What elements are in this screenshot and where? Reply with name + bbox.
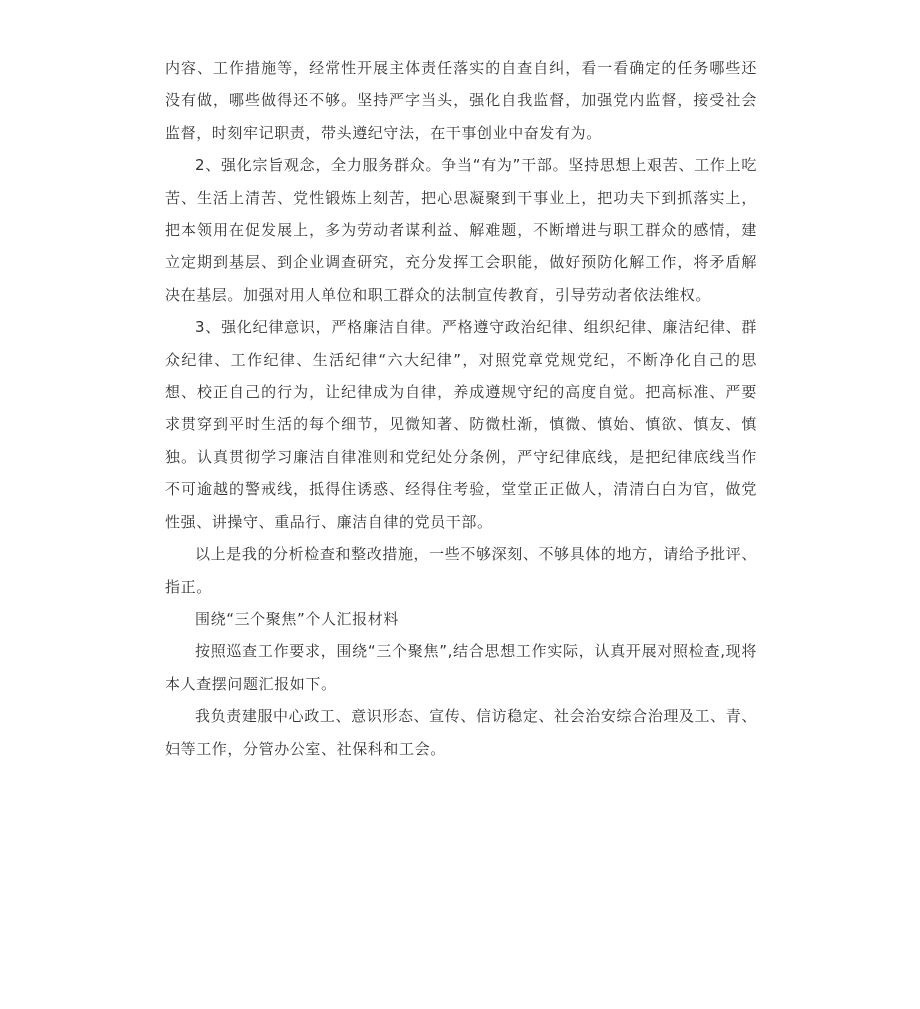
document-body bbox=[165, 52, 757, 765]
paragraph-intro: 按照巡查工作要求，围绕“三个聚焦”,结合思想工作实际，认真开展对照检查,现将本人查摆问题汇报如下。 bbox=[165, 642, 757, 693]
paragraph-item-3: 3、强化纪律意识，严格廉洁自律。严格遵守政治纪律、组织纪律、廉洁纪律、群众纪律、工作纪律、生活纪律“六大纪律”，对照党章党规党纪，不断净化自己的思想、校正自己的行为，让纪律成为自律，养成遵规守纪的高度自觉。把高标准、严要求贯穿到平时生活的每个细节，见微知著、防微杜渐，慎微、慎始、慎欲、慎友、慎独。认真贯彻学习廉洁自律准则和党纪处分条例，严守纪律底线，是把纪律底线当作不可逾越的警戒线，抵得住诱惑、经得住考验，堂堂正正做人，清清白白为官，做党性强、讲操守、重品行、廉洁自律的党员干部。 bbox=[165, 318, 757, 531]
paragraph-item-2: 2、强化宗旨观念，全力服务群众。争当“有为”干部。坚持思想上艰苦、工作上吃苦、生活上清苦、党性锻炼上刻苦，把心思凝聚到干事业上，把功夫下到抓落实上，把本领用在促发展上，多为劳动者谋利益、解难题，不断增进与职工群众的感情，建立定期到基层、到企业调查研究，充分发挥工会职能，做好预防化解工作，将矛盾解决在基层。加强对用人单位和职工群众的法制宣传教育，引导劳动者依法维权。 bbox=[165, 156, 757, 304]
section-title: 围绕“三个聚焦”个人汇报材料 bbox=[195, 609, 399, 628]
paragraph-continuation: 内容、工作措施等，经常性开展主体责任落实的自查自纠，看一看确定的任务哪些还没有做，哪些做得还不够。坚持严字当头，强化自我监督，加强党内监督，接受社会监督，时刻牢记职责，带头遵纪守法，在干事创业中奋发有为。 bbox=[165, 59, 757, 142]
paragraph-conclusion: 以上是我的分析检查和整改措施，一些不够深刻、不够具体的地方，请给予批评、指正。 bbox=[165, 545, 757, 596]
paragraph-responsibilities: 我负责建服中心政工、意识形态、宣传、信访稳定、社会治安综合治理及工、青、妇等工作，分管办公室、社保科和工会。 bbox=[165, 707, 757, 758]
